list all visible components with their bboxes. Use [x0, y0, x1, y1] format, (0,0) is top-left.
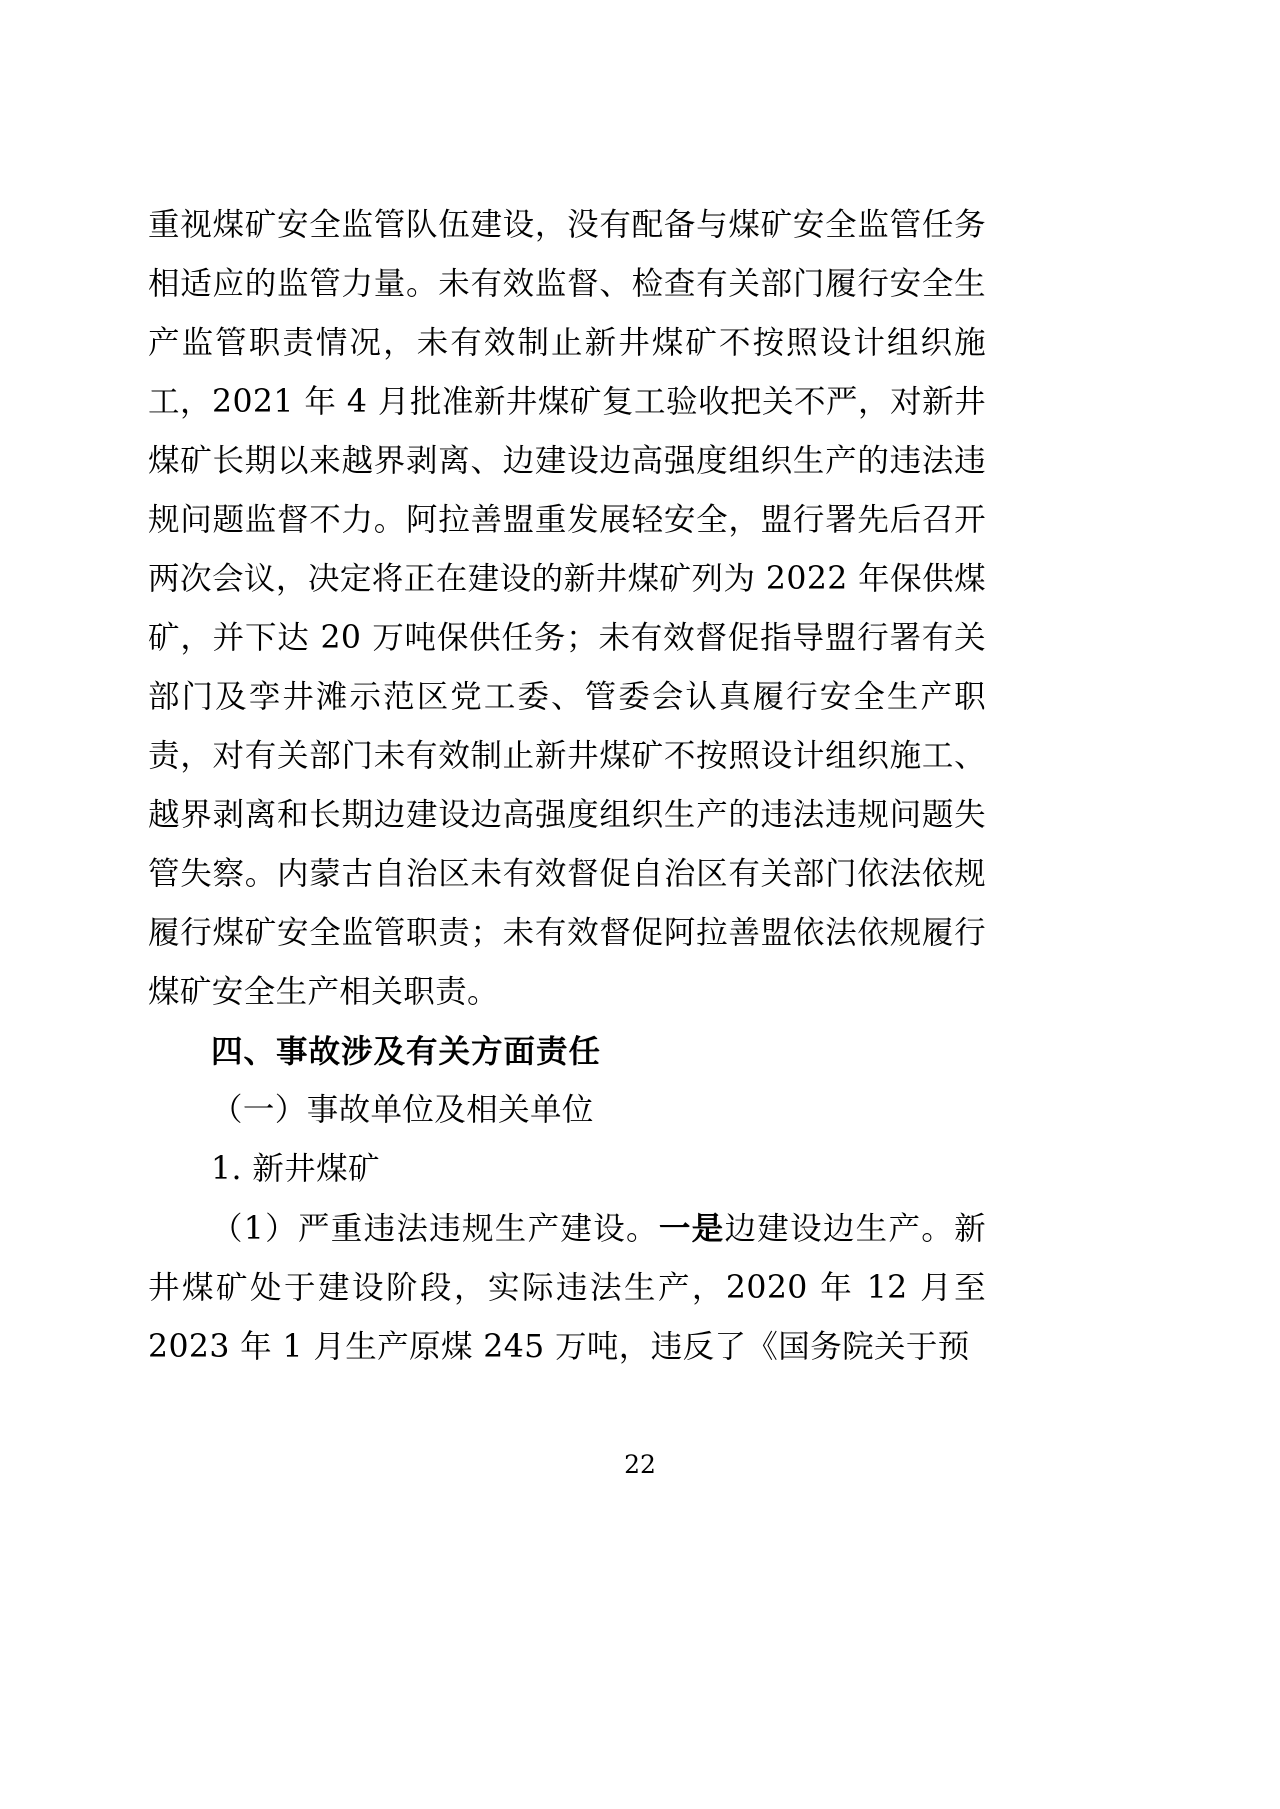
segment-bold-1: 一是 — [658, 1210, 725, 1247]
page-content — [148, 196, 986, 1377]
segment-plain-1: （1）严重违法违规生产建设。 — [211, 1211, 659, 1247]
paragraph-illegal-production — [148, 1199, 986, 1377]
segment-plain-2: 边建设边生产。新井煤矿处于建设阶段，实际违法生产，2020 年 12 月至 2023 年 1 月生产原煤 245 万吨，违反了《国务院关于预 — [148, 1211, 986, 1365]
list-item-xinjing-mine: 1. 新井煤矿 — [211, 1151, 380, 1187]
heading-section-four: 四、事故涉及有关方面责任 — [211, 1033, 602, 1070]
subheading-accident-units: （一）事故单位及相关单位 — [211, 1092, 594, 1128]
page-number: 22 — [624, 1450, 656, 1479]
paragraph-continuation: 重视煤矿安全监管队伍建设，没有配备与煤矿安全监管任务相适应的监管力量。未有效监督、检查有关部门履行安全生产监管职责情况，未有效制止新井煤矿不按照设计组织施工，2021 年 4 月批准新井煤矿复工验收把关不严，对新井煤矿长期以来越界剥离、边建设边高强度组织生产的违法违规问题监督不力。阿拉善盟重发展轻安全，盟行署先后召开两次会议，决定将正在建设的新井煤矿列为 2022 年保供煤矿，并下达 20 万吨保供任务；未有效督促指导盟行署有关部门及孪井滩示范区党工委、管委会认真履行安全生产职责，对有关部门未有效制止新井煤矿不按照设计组织施工、越界剥离和长期边建设边高强度组织生产的违法违规问题失管失察。内蒙古自治区未有效督促自治区有关部门依法依规履行煤矿安全监管职责；未有效督促阿拉善盟依法依规履行煤矿安全生产相关职责。 — [148, 207, 986, 1010]
